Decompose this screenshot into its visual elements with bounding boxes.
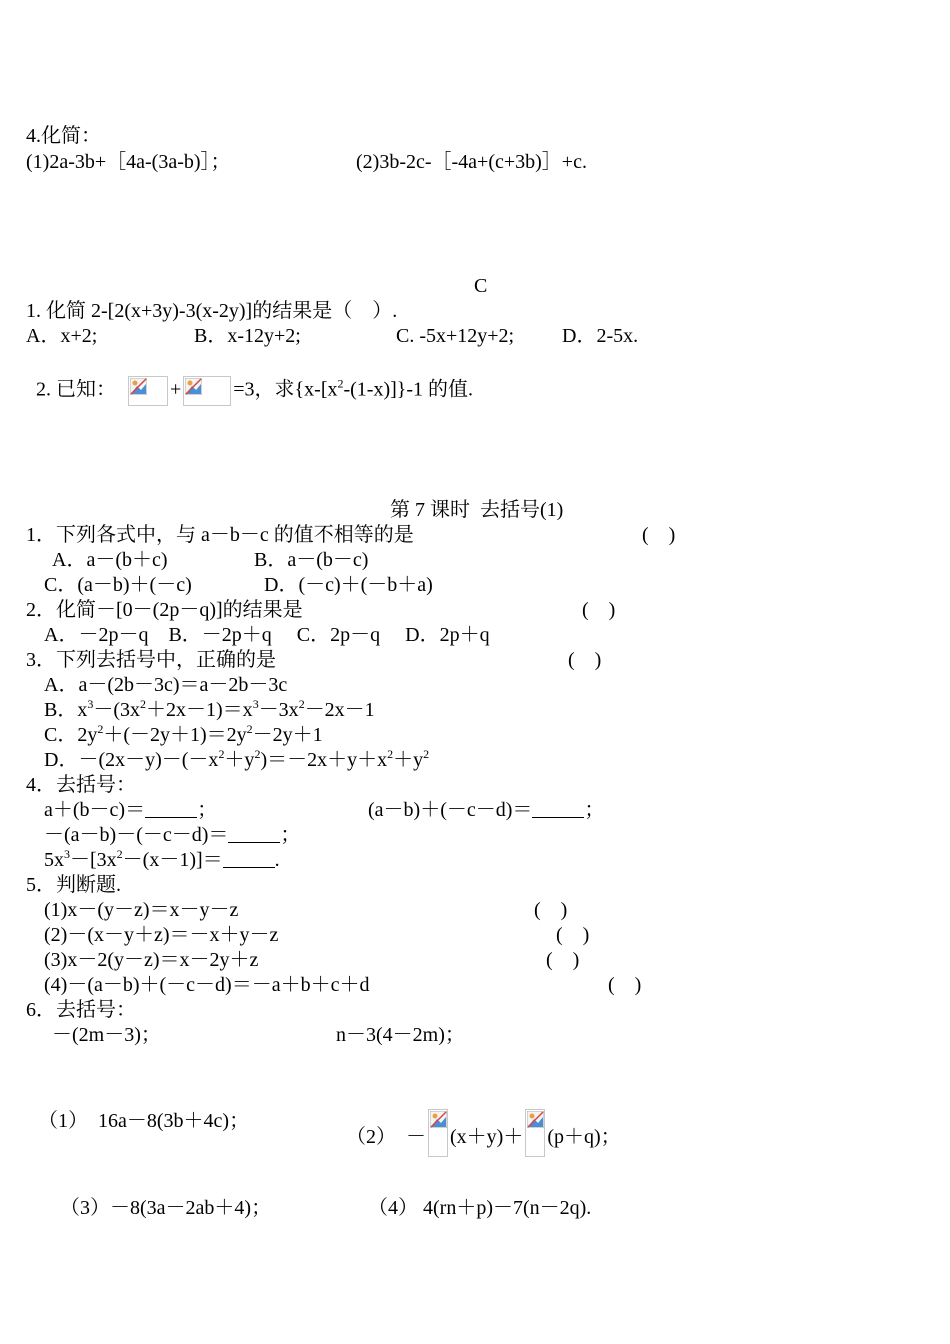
question-3-paren: ( ) [568,649,602,671]
q4b-expr: (a－b)＋(－c－d)＝ [368,799,533,821]
p2-label: （2） － [346,1126,426,1148]
practice-2 [346,1109,621,1157]
question-5-item-3-paren: ( ) [546,949,580,971]
q4a-expr: a＋(b－c)＝ [44,799,146,821]
question-5-item-2-paren: ( ) [556,924,590,946]
question-2-options: A．－2p－q B．－2p＋q C．2p－q D．2p＋q [44,624,490,646]
section-c-letter: C [474,275,488,297]
section-c-question-1: 1. 化简 2-[2(x+3y)-3(x-2y)]的结果是（ ）. [26,300,398,322]
question-1: 1．下列各式中，与 a－b－c 的值不相等的是 [26,524,414,546]
period: . [274,849,280,871]
section4-title: 4.化简： [26,125,101,147]
p2-end: (p＋q)； [547,1126,621,1148]
question-5: 5．判断题. [26,874,121,896]
semicolon: ； [584,799,605,821]
question-5-item-1-paren: ( ) [534,899,568,921]
section-c-q1-option-a: A．x+2; [26,325,98,347]
question-3: 3．下列去括号中，正确的是 [26,649,276,671]
question-5-item-4-paren: ( ) [608,974,642,996]
question-5-item-3: (3)x－2(y－z)＝x－2y＋z [44,949,259,971]
section4-problem-2: (2)3b-2c-［-4a+(c+3b)］+c. [356,151,587,173]
question-4-item-b [368,798,604,822]
broken-image-icon [128,376,168,406]
semicolon: ； [280,824,301,846]
q2-equation: =3，求{x-[x [233,378,338,401]
question-3-option-a: A．a－(2b－3c)＝a－2b－3c [44,674,288,696]
answer-blank[interactable] [145,799,197,818]
broken-image-icon [428,1109,448,1157]
section-c-q1-option-c: C. -5x+12y+2; [396,325,515,347]
question-2-paren: ( ) [582,599,616,621]
question-1-option-d: D．(－c)＋(－b＋a) [264,574,433,596]
lesson-title: 第 7 课时 去括号(1) [390,499,564,521]
answer-blank[interactable] [223,849,275,868]
question-3-option-b: B．$x^3-(3x^2+2x-1)=x^3-3x^2-2x-1$ [44,697,375,721]
question-6-item-b: n－3(4－2m)； [336,1024,465,1046]
question-6: 6．去括号： [26,999,136,1021]
question-1-option-c: C．(a－b)＋(－c) [44,574,192,596]
question-5-item-4: (4)－(a－b)＋(－c－d)＝－a＋b＋c＋d [44,974,370,996]
q2-tail: -(1-x)]}-1 的值. [343,378,474,401]
question-4-item-a [44,798,217,822]
question-4-item-c [44,823,300,847]
question-3-option-d: D．$-(2x-y)-(-x^2+y^2)=-2x+y+x^2+y^2$ [44,747,430,771]
question-3-option-c: C．$2y^2+(-2y+1)=2y^2-2y+1$ [44,722,323,746]
q2-prefix: 2. 已知： [36,378,116,401]
answer-blank[interactable] [532,799,584,818]
q2-plus: + [170,378,182,401]
question-2: 2．化简－[0－(2p－q)]的结果是 [26,599,303,621]
question-1-paren: ( ) [642,524,676,546]
question-4: 4．去括号： [26,774,136,796]
practice-3: （3）－8(3a－2ab＋4)； [60,1197,272,1219]
question-5-item-2: (2)－(x－y＋z)＝－x＋y－z [44,924,279,946]
p2-mid: (x＋y)＋ [450,1126,524,1148]
broken-image-icon [183,376,231,406]
question-5-item-1: (1)x－(y－z)＝x－y－z [44,899,239,921]
section-c-question-2 [26,352,473,406]
broken-image-icon [525,1109,545,1157]
question-6-item-a: －(2m－3)； [52,1024,161,1046]
q4c-expr: －(a－b)－(－c－d)＝ [44,824,229,846]
section-c-q1-option-b: B．x-12y+2; [194,325,301,347]
section-c-q1-option-d: D．2-5x. [562,325,639,347]
semicolon: ； [197,799,218,821]
q2-exponent: 2 [337,376,344,391]
question-1-option-a: A．a－(b＋c) [52,549,168,571]
practice-1: （1） 16a－8(3b＋4c)； [38,1110,250,1132]
question-4-item-d: $5x^3-[3x^2-(x-1)]=$ . [44,847,280,871]
practice-4: （4） 4(rn＋p)－7(n－2q). [368,1197,592,1219]
answer-blank[interactable] [228,824,280,843]
section4-problem-1: (1)2a-3b+［4a-(3a-b)］； [26,151,231,173]
question-1-option-b: B．a－(b－c) [254,549,369,571]
